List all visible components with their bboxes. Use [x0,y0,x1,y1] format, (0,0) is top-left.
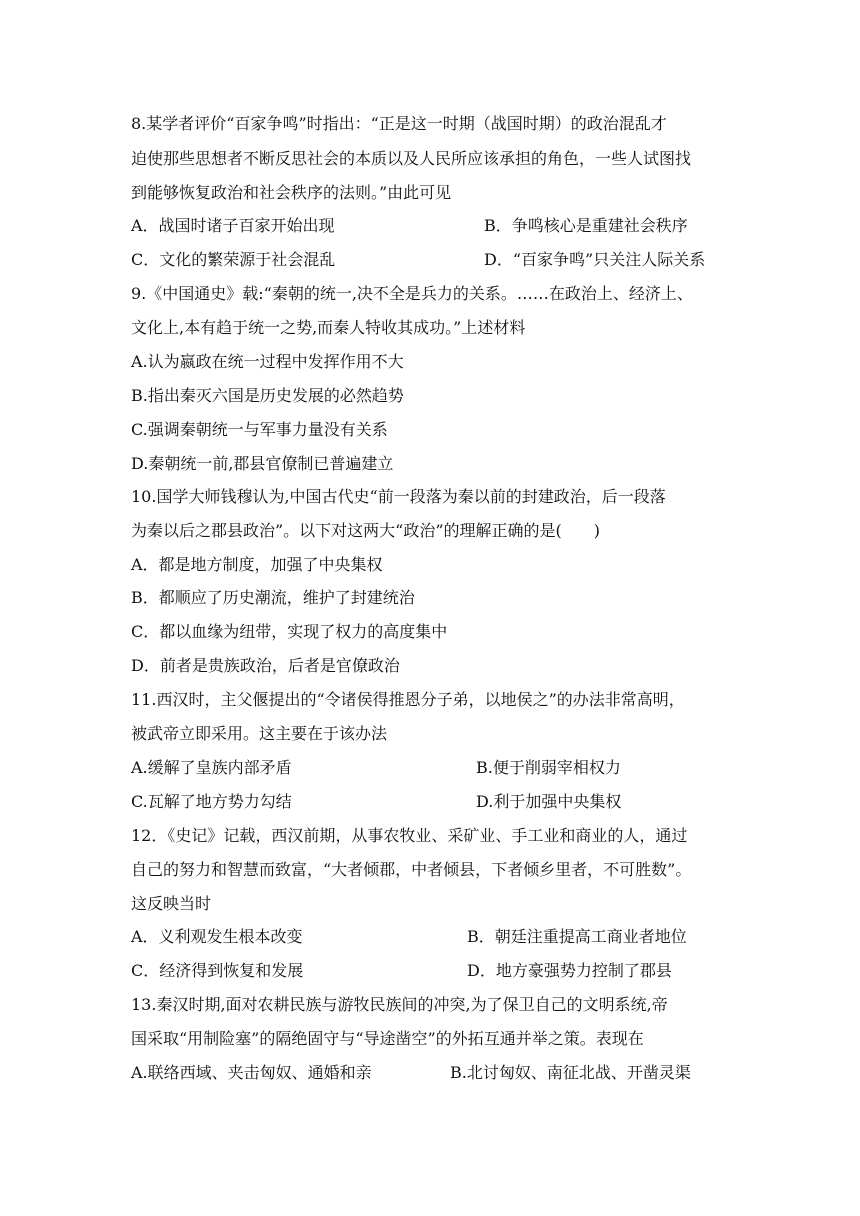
question-9-option-a[interactable]: A.认为嬴政在统一过程中发挥作用不大 [131,352,404,371]
question-12-option-c[interactable]: C．经济得到恢复和发展 [131,961,304,980]
question-13-option-a[interactable]: A.联络西域、夹击匈奴、通婚和亲 [131,1063,372,1082]
question-13-option-b[interactable]: B.北讨匈奴、南征北战、开凿灵渠 [450,1063,691,1082]
question-9-option-d[interactable]: D.秦朝统一前,郡县官僚制已普遍建立 [131,454,394,473]
question-13-stem-line: 13.秦汉时期,面对农耕民族与游牧民族间的冲突,为了保卫自己的文明系统,帝 [131,995,668,1014]
question-13-stem-line: 国采取“用制险塞”的隔绝固守与“导途凿空”的外拓互通并举之策。表现在 [131,1029,644,1048]
question-10-option-c[interactable]: C．都以血缘为纽带，实现了权力的高度集中 [131,622,448,641]
question-11-stem-line: 11.西汉时，主父偃提出的“令诸侯得推恩分子弟，以地侯之”的办法非常高明， [131,690,685,709]
question-8-stem-line: 迫使那些思想者不断反思社会的本质以及人民所应该承担的角色，一些人试图找 [131,149,692,168]
question-9-option-c[interactable]: C.强调秦朝统一与军事力量没有关系 [131,420,388,439]
question-11-option-d[interactable]: D.利于加强中央集权 [476,792,622,811]
question-9-stem-line: 文化上,本有趋于统一之势,而秦人特收其成功。”上述材料 [131,318,526,337]
question-12-option-a[interactable]: A．义利观发生根本改变 [131,927,303,946]
question-8-option-a[interactable]: A．战国时诸子百家开始出现 [131,216,335,235]
question-12-stem-line: 这反映当时 [131,894,212,913]
question-8-stem-line: 到能够恢复政治和社会秩序的法则。”由此可见 [131,183,452,202]
question-8-option-b[interactable]: B．争鸣核心是重建社会秩序 [484,216,688,235]
question-12-option-d[interactable]: D．地方豪强势力控制了郡县 [467,961,672,980]
question-11-option-b[interactable]: B.便于削弱宰相权力 [476,758,621,777]
question-8-stem-line: 8.某学者评价“百家争鸣”时指出：“正是这一时期（战国时期）的政治混乱才 [131,114,667,133]
question-12-stem-line: 12．《史记》记载，西汉前期，从事农牧业、采矿业、手工业和商业的人，通过 [131,826,688,845]
question-8-option-d[interactable]: D．“百家争鸣”只关注人际关系 [484,250,706,269]
question-10-stem-line: 10.国学大师钱穆认为,中国古代史“前一段落为秦以前的封建政治，后一段落 [131,487,666,506]
question-8-option-c[interactable]: C．文化的繁荣源于社会混乱 [131,250,336,269]
question-11-option-c[interactable]: C.瓦解了地方势力勾结 [131,792,292,811]
question-10-option-b[interactable]: B．都顺应了历史潮流，维护了封建统治 [131,588,415,607]
question-10-option-d[interactable]: D．前者是贵族政治，后者是官僚政治 [131,656,400,675]
question-12-option-b[interactable]: B．朝廷注重提高工商业者地位 [467,927,687,946]
question-9-option-b[interactable]: B.指出秦灭六国是历史发展的必然趋势 [131,386,404,405]
question-11-option-a[interactable]: A.缓解了皇族内部矛盾 [131,758,292,777]
question-10-stem-line: 为秦以后之郡县政治”。以下对这两大“政治”的理解正确的是( ) [131,521,601,540]
question-12-stem-line: 自己的努力和智慧而致富，“大者倾郡，中者倾县，下者倾乡里者，不可胜数”。 [131,860,692,879]
question-10-option-a[interactable]: A．都是地方制度，加强了中央集权 [131,555,383,574]
question-9-stem-line: 9.《中国通史》载:“秦朝的统一,决不全是兵力的关系。……在政治上、经济上、 [131,284,693,303]
question-11-stem-line: 被武帝立即采用。这主要在于该办法 [131,724,388,743]
